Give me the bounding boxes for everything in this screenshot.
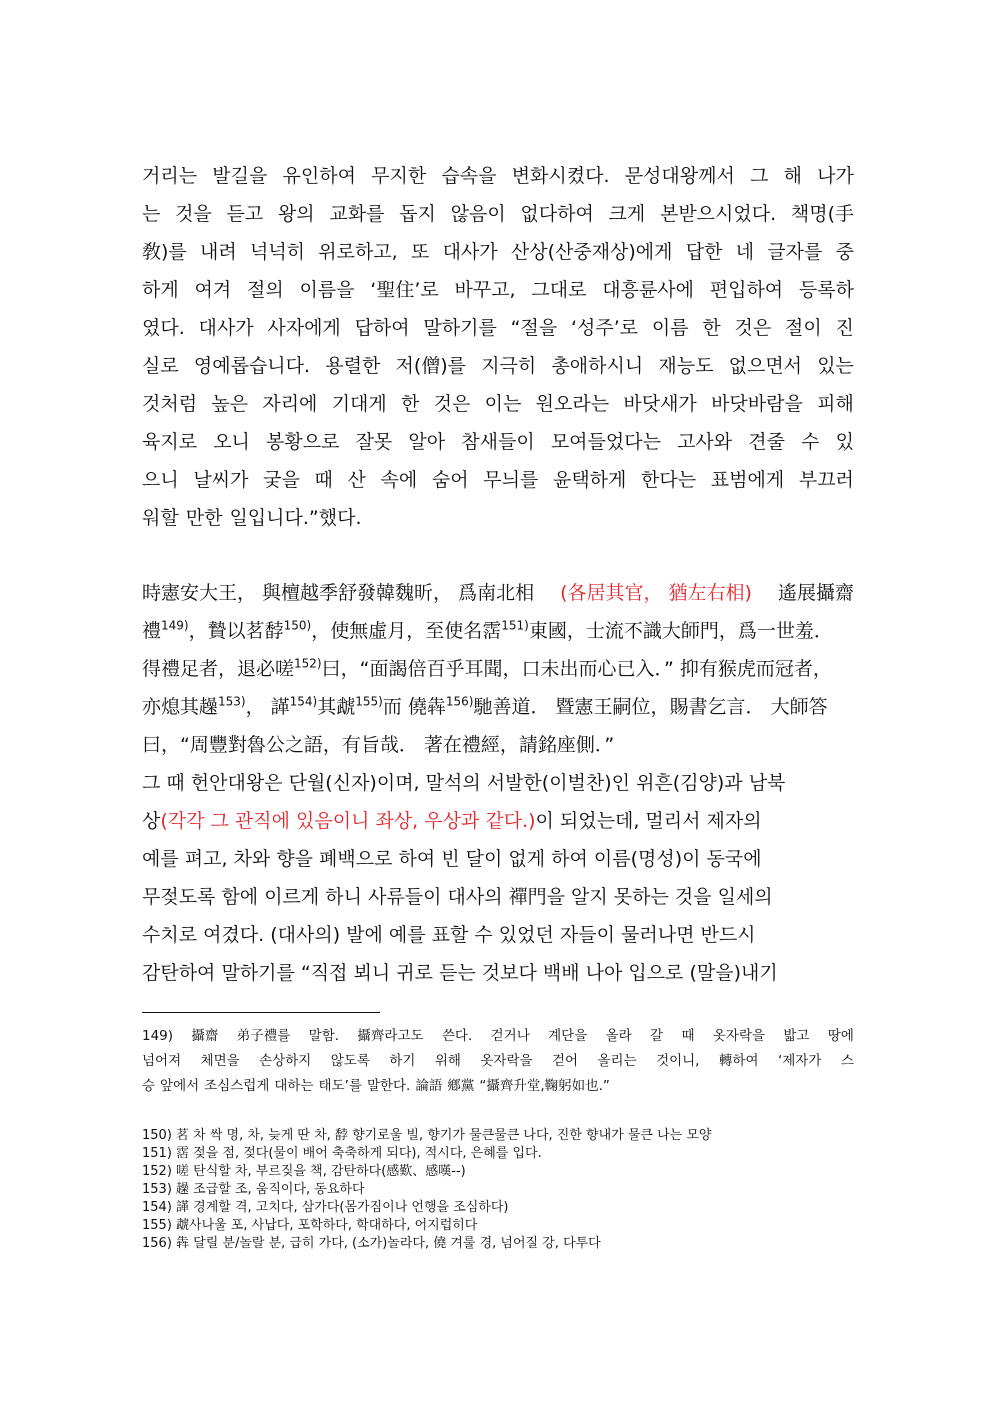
word: 기대게 xyxy=(331,393,387,415)
word: 속에 xyxy=(380,469,418,491)
hanmun-line: 時憲安大王， 與檀越季舒發韓魏昕， 爲南北相 (各居其官， 猶左右相) 遙展攝齋 xyxy=(142,574,854,612)
footnote-line: 153) 趮 조급할 조, 움직이다, 동요하다 xyxy=(142,1182,365,1197)
word: 본받으시었다. xyxy=(659,203,777,225)
word: 있 xyxy=(835,431,854,453)
word: 있는 xyxy=(817,355,854,377)
word: 때 xyxy=(681,1028,695,1044)
word: 습속을 xyxy=(441,165,497,187)
word: 轉하여 xyxy=(718,1053,759,1069)
word: 편입하여 xyxy=(709,279,784,301)
word: 걷어 xyxy=(551,1053,579,1069)
footnote-ref: 156) xyxy=(445,694,474,709)
footnotes-list xyxy=(142,1127,854,1253)
word: 궂을 xyxy=(263,469,300,491)
word: 절이 xyxy=(785,317,822,339)
word: 수 xyxy=(801,431,820,453)
word: 그 xyxy=(750,165,769,187)
word: 윤택하게 xyxy=(552,469,627,491)
commentary-red: (各居其官， 猶左右相) xyxy=(560,582,752,604)
word: “절을 xyxy=(510,317,558,339)
footnote-ref: 151) xyxy=(501,618,529,633)
word: 영예롭습니다. xyxy=(193,355,311,377)
word: 않음이 xyxy=(450,203,506,225)
word: 왕의 xyxy=(277,203,315,225)
text-line xyxy=(142,195,854,233)
word: 말함. xyxy=(308,1028,340,1044)
word: 말한다. xyxy=(366,1078,411,1094)
word: 글자를 xyxy=(767,241,823,263)
word: 무늬를 xyxy=(483,469,539,491)
word: 말하기를 xyxy=(423,317,497,339)
text-line xyxy=(142,271,854,309)
word: 않도록 xyxy=(330,1053,370,1069)
word: 위로하고, xyxy=(318,241,398,263)
word: 모여들었다는 xyxy=(550,431,661,453)
korean-translation-top xyxy=(142,157,854,537)
word: 발길을 xyxy=(212,165,268,187)
footnote-149 xyxy=(142,1024,854,1099)
word: 攝齊라고도 xyxy=(357,1028,424,1044)
word: 유인하여 xyxy=(282,165,356,187)
text-line: 수치로 여겼다. (대사의) 발에 예를 표할 수 있었던 자들이 물러나면 반드시 xyxy=(142,924,756,946)
text-line xyxy=(142,157,854,195)
classical-chinese-passage xyxy=(142,574,854,764)
footnote-line: 152) 嗟 탄식할 차, 부르짖을 책, 감탄하다(感歎、感嘆--) xyxy=(142,1164,466,1179)
word: 없으면서 xyxy=(728,355,803,377)
word: 저(僧)를 xyxy=(395,355,467,377)
word: 없다하여 xyxy=(520,203,594,225)
footnote-divider xyxy=(142,1012,380,1013)
footnote-ref: 155) xyxy=(355,694,383,709)
word: 표범에게 xyxy=(710,469,785,491)
word: 태도’를 xyxy=(318,1078,362,1094)
word: 산상(산중재상)에게 xyxy=(510,241,673,263)
word: 승 xyxy=(142,1078,156,1094)
word: ‘성주’로 xyxy=(570,317,639,339)
text-line: 감탄하여 말하기를 “직접 뵈니 귀로 듣는 것보다 백배 나아 입으로 (말을)내기 xyxy=(142,962,778,984)
text-line xyxy=(142,347,854,385)
word: 일입니다.”했다. xyxy=(229,507,362,529)
word: 그대로 xyxy=(531,279,587,301)
word: 또 xyxy=(410,241,430,263)
word: 여겨 xyxy=(194,279,232,301)
word: 진 xyxy=(835,317,854,339)
word: 弟子禮를 xyxy=(236,1028,291,1044)
text-line xyxy=(142,423,854,461)
word: 문성대왕께서 xyxy=(624,165,735,187)
word: 것은 xyxy=(734,317,772,339)
text-line xyxy=(142,233,854,271)
word: 해 xyxy=(783,165,802,187)
word: 듣고 xyxy=(226,203,264,225)
word: 자리에 xyxy=(262,393,318,415)
word: 견줄 xyxy=(748,431,785,453)
commentary-red: (각각 그 관직에 있음이니 좌상, 우상과 같다.) xyxy=(160,810,536,832)
footnote-ref: 154) xyxy=(289,694,318,709)
text-line xyxy=(142,499,854,537)
word: 대하는 xyxy=(274,1078,314,1094)
word: “攝齊升堂,鞠躬如也.” xyxy=(479,1078,610,1094)
word: 돕지 xyxy=(399,203,436,225)
word: 변화시켰다. xyxy=(511,165,610,187)
word: 으니 xyxy=(142,469,179,491)
text-line xyxy=(142,1049,854,1074)
korean-translation-middle xyxy=(142,764,854,992)
word: 무지한 xyxy=(371,165,427,187)
word: 사자에게 xyxy=(267,317,341,339)
footnote-ref: 149) xyxy=(161,618,189,633)
footnote-line: 156) 犇 달릴 분/놀랄 분, 급히 가다, (소가)놀라다, 僥 겨룰 경, 넘어질 강, 다투다 xyxy=(142,1236,601,1251)
word: 부끄러 xyxy=(798,469,854,491)
word: 대흥륜사에 xyxy=(602,279,694,301)
word: 한다는 xyxy=(641,469,697,491)
word: 내려 xyxy=(200,241,237,263)
word: 넉넉히 xyxy=(249,241,306,263)
text-line xyxy=(142,1074,854,1099)
text-line: 상(각각 그 관직에 있음이니 좌상, 우상과 같다.)이 되었는데, 멀리서 제자의 xyxy=(142,810,762,832)
word: 고사와 xyxy=(677,431,733,453)
word: 것은 xyxy=(433,393,471,415)
word: 알아 xyxy=(408,431,446,453)
footnote-line: 150) 茗 차 싹 명, 차, 늦게 딴 차, 馞 향기로울 빌, 향기가 물큰물큰 나다, 진한 향내가 물큰 나는 모양 xyxy=(142,1128,712,1143)
word: 攝齋 xyxy=(191,1028,219,1044)
word: 한 xyxy=(401,393,420,415)
word: 올라 xyxy=(605,1028,632,1044)
word: 걷거나 xyxy=(490,1028,530,1044)
word: 스 xyxy=(840,1053,854,1069)
word: 지극히 xyxy=(481,355,537,377)
word: 체면을 xyxy=(200,1053,240,1069)
word: 바꾸고, xyxy=(454,279,516,301)
word: 것이니, xyxy=(656,1053,700,1069)
word: ‘聖住’로 xyxy=(370,279,439,301)
word: 실로 xyxy=(142,355,179,377)
word: 鄕黨 xyxy=(447,1078,475,1094)
word: 육지로 xyxy=(142,431,198,453)
hanmun-line: 曰，“周豐對魯公之語，有旨哉． 著在禮經，請銘座側．” xyxy=(142,734,615,756)
text-line xyxy=(142,1024,854,1049)
word: 대사가 xyxy=(442,241,498,263)
footnote-line: 151) 霑 젖을 점, 젖다(물이 배어 축축하게 되다), 적시다, 은혜를 입다. xyxy=(142,1146,542,1161)
text-line: 예를 펴고, 차와 향을 폐백으로 하여 빈 달이 없게 하여 이름(명성)이 동국에 xyxy=(142,848,762,870)
footnote-line: 154) 諽 경계할 격, 고치다, 삼가다(몸가짐이나 언행을 조심하다) xyxy=(142,1200,509,1215)
word: 옷자락을 xyxy=(480,1053,533,1069)
word: 한 xyxy=(702,317,721,339)
word: 149) xyxy=(142,1028,174,1044)
word: 쓴다. xyxy=(441,1028,473,1044)
word: 산 xyxy=(347,469,366,491)
footnote-ref: 150) xyxy=(283,618,312,633)
word: 책명(手 xyxy=(790,203,854,225)
word: 것을 xyxy=(175,203,212,225)
footnote-ref: 153) xyxy=(218,694,246,709)
word: 등록하 xyxy=(798,279,854,301)
word: 손상하지 xyxy=(259,1053,312,1069)
word: 워할 xyxy=(142,507,179,529)
word: 이름을 xyxy=(299,279,355,301)
word: 오니 xyxy=(213,431,250,453)
word: 잘못 xyxy=(355,431,393,453)
word: 땅에 xyxy=(827,1028,854,1044)
text-line xyxy=(142,385,854,423)
word: 밟고 xyxy=(783,1028,810,1044)
word: 였다. xyxy=(142,317,185,339)
word: 참새들이 xyxy=(461,431,535,453)
footnote-line: 155) 虣사나울 포, 사납다, 포학하다, 학대하다, 어지럽히다 xyxy=(142,1218,478,1233)
text-line xyxy=(142,461,854,499)
word: 원오라는 xyxy=(535,393,610,415)
word: 높은 xyxy=(211,393,249,415)
word: 봉황으로 xyxy=(266,431,340,453)
word: 때 xyxy=(314,469,333,491)
word: 것처럼 xyxy=(142,393,198,415)
word: 피해 xyxy=(817,393,854,415)
word: 만한 xyxy=(185,507,223,529)
word: 하게 xyxy=(142,279,179,301)
word: 갈 xyxy=(650,1028,664,1044)
word: 넘어져 xyxy=(142,1053,182,1069)
word: 이는 xyxy=(484,393,522,415)
word: 답한 xyxy=(685,241,723,263)
hanmun-line: 禮$^{149)}$，贄以茗馞$^{150)}$，使無虛月，至使名霑$^{151)}$東國，士流不識大師門，爲一世羞． xyxy=(142,618,833,642)
word: 바닷새가 xyxy=(623,393,697,415)
word: 교화를 xyxy=(329,203,385,225)
word: 조심스럽게 xyxy=(204,1078,270,1094)
text-line: 그 때 헌안대왕은 단월(신자)이며, 말석의 서발한(이벌찬)인 위흔(김양)과 남북 xyxy=(142,772,786,794)
word: 대사가 xyxy=(198,317,254,339)
word: 재능도 xyxy=(658,355,714,377)
word: 올리는 xyxy=(597,1053,637,1069)
word: 앞에서 xyxy=(160,1078,200,1094)
word: 거리는 xyxy=(142,165,198,187)
hanmun-line: 得禮足者，退必嗟$^{152)}$曰，“面謁倍百乎耳聞，口未出而心已入．” 抑有猴虎而冠者， xyxy=(142,656,832,680)
footnote-ref: 152) xyxy=(294,656,322,671)
word: 옷자락을 xyxy=(712,1028,766,1044)
word: 숨어 xyxy=(431,469,469,491)
word: 용렬한 xyxy=(325,355,381,377)
word: 답하여 xyxy=(354,317,410,339)
word: 총애하시니 xyxy=(551,355,644,377)
word: 敎)를 xyxy=(142,241,187,263)
text-line xyxy=(142,309,854,347)
word: 날씨가 xyxy=(193,469,249,491)
word: 나가 xyxy=(817,165,854,187)
word: 계단을 xyxy=(548,1028,588,1044)
word: ‘제자가 xyxy=(777,1053,822,1069)
word: 크게 xyxy=(608,203,646,225)
word: 위해 xyxy=(434,1053,461,1069)
word: 절의 xyxy=(246,279,284,301)
word: 중 xyxy=(835,241,854,263)
hanmun-line: 亦熄其趮$^{153)}$， 諽$^{154)}$其虣$^{155)}$而 僥犇$^{156)}$馳善道． 暨憲王嗣位，賜書乞言． 大師答 xyxy=(142,694,828,718)
word: 네 xyxy=(735,241,755,263)
word: 하기 xyxy=(389,1053,416,1069)
word: 이름 xyxy=(651,317,689,339)
text-line: 무젖도록 함에 이르게 하니 사류들이 대사의 禪門을 알지 못하는 것을 일세의 xyxy=(142,886,773,908)
word: 바닷바람을 xyxy=(711,393,803,415)
word: 는 xyxy=(142,203,161,225)
word: 論語 xyxy=(415,1078,443,1094)
